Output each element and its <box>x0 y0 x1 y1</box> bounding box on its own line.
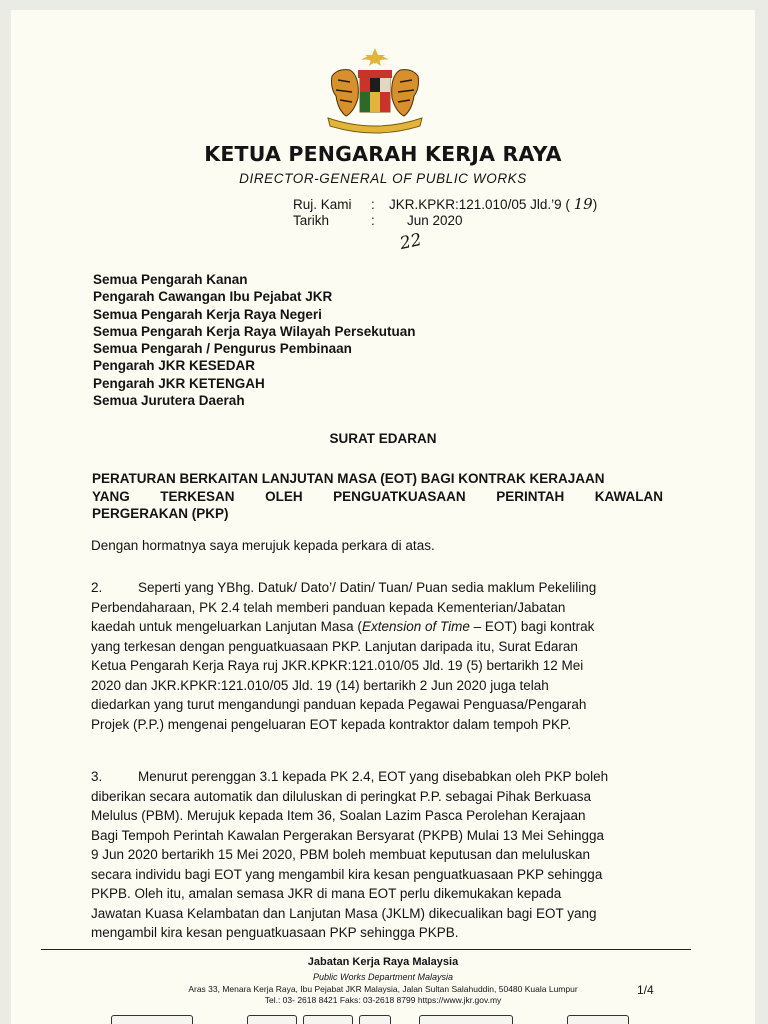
subject-word: KAWALAN <box>594 488 663 504</box>
recipient-item: Pengarah Cawangan Ibu Pejabat JKR <box>93 289 333 305</box>
paragraph-line: diedarkan yang turut mengandungi panduan kepada Pegawai Penguasa/Pengarah <box>91 697 587 712</box>
subject-word: PENGUATKUASAAN <box>333 488 466 504</box>
paragraph-line: diberikan secara automatik dan diluluskan di peringkat P.P. sebagai Pihak Berkuasa <box>91 788 592 804</box>
paragraph-line: Menurut perenggan 3.1 kepada PK 2.4, EOT yang disebabkan oleh PKP boleh <box>138 769 609 784</box>
footer-organisation: Jabatan Kerja Raya Malaysia <box>307 956 459 968</box>
recipient-item: Semua Pengarah Kanan <box>93 272 248 287</box>
letter-footer <box>11 956 755 1005</box>
recipient-list <box>93 271 416 409</box>
paragraph-number: 2. <box>91 580 103 595</box>
recipient-item: Semua Pengarah Kerja Raya Negeri <box>93 306 322 322</box>
circular-heading: SURAT EDARAN <box>329 431 437 446</box>
paragraph-emphasis: Extension of Time <box>361 619 470 634</box>
paragraph-line: 9 Jun 2020 bertarikh 15 Mei 2020, PBM boleh membuat keputusan dan meluluskan <box>91 847 591 862</box>
paragraph-2 <box>91 578 664 734</box>
subject-word: TERKESAN <box>160 488 235 504</box>
recipient-item: Pengarah JKR KESEDAR <box>93 358 256 374</box>
paragraph-line: 2020 dan JKR.KPKR:121.010/05 Jld. 19 (14) bertarikh 2 Jun 2020 juga telah <box>91 677 549 693</box>
footer-organisation-en: Public Works Department Malaysia <box>312 972 454 982</box>
paragraph-line: yang terkesan dengan penguatkuasaan PKP. Lanjutan daripada itu, Surat Edaran <box>91 638 578 654</box>
reference-close: ) <box>592 197 598 212</box>
subject-heading <box>92 470 663 523</box>
date-line: Tarikh : Jun 2020 <box>293 213 463 228</box>
certification-logos <box>11 1013 755 1024</box>
footer-contact: Tel.: 03- 2618 8421 Faks: 03-2618 8799 https://www.jkr.gov.my <box>264 995 502 1005</box>
recipient-item: Semua Jurutera Daerah <box>93 393 245 409</box>
opening-sentence <box>91 536 664 556</box>
recipient-item: Pengarah JKR KETENGAH <box>93 375 265 391</box>
paragraph-line: Perbendaharaan, PK 2.4 telah memberi panduan kepada Kementerian/Jabatan <box>91 599 566 615</box>
subject-word: PERINTAH <box>496 488 565 504</box>
paragraph-line <box>91 617 664 637</box>
paragraph-number: 3. <box>91 769 103 784</box>
footer-divider <box>41 949 691 950</box>
date-label: Tarikh <box>293 213 330 228</box>
paragraph-text: kaedah untuk mengeluarkan Lanjutan Masa ( <box>91 619 362 634</box>
handwritten-day: 22 <box>398 229 424 255</box>
date-value: Jun 2020 <box>407 213 463 228</box>
paragraph-line: PKPB. Oleh itu, amalan semasa JKR di mana EOT perlu dikemukakan kepada <box>91 886 562 901</box>
cert-logo-icon <box>419 1015 513 1024</box>
reference-line: Ruj. Kami : JKR.KPKR:121.010/05 Jld.’9 ( 19) <box>293 195 598 213</box>
letter-page <box>11 10 755 1024</box>
recipient-item: Semua Pengarah / Pengurus Pembinaan <box>93 341 352 357</box>
page-number: 1/4 <box>637 983 654 997</box>
paragraph-line: mengambil kira kesan penguatkuasaan PKP sehingga PKPB. <box>91 925 459 940</box>
paragraph-line: Bagi Tempoh Perintah Kawalan Pergerakan Bersyarat (PKPB) Mulai 13 Mei Sehingga <box>91 827 605 843</box>
cert-logo-icon <box>247 1015 297 1024</box>
paragraph-line: Jawatan Kuasa Kelambatan dan Lanjutan Masa (JKLM) dikecualikan bagi EOT yang <box>91 905 597 921</box>
cert-logo-icon <box>359 1015 391 1024</box>
paragraph-text: – EOT) bagi kontrak <box>469 619 595 634</box>
subject-line <box>92 488 663 506</box>
cert-logo-icon <box>567 1015 629 1024</box>
subject-line: PERATURAN BERKAITAN LANJUTAN MASA (EOT) BAGI KONTRAK KERAJAAN <box>92 471 605 486</box>
paragraph-line: Ketua Pengarah Kerja Raya ruj JKR.KPKR:121.010/05 Jld. 19 (5) bertarikh 12 Mei <box>91 658 584 673</box>
subject-word: OLEH <box>265 488 303 504</box>
paragraph-line: Seperti yang YBhg. Datuk/ Dato’/ Datin/ Tuan/ Puan sedia maklum Pekeliling <box>138 580 597 595</box>
opening-line: Dengan hormatnya saya merujuk kepada perkara di atas. <box>91 538 435 553</box>
recipient-item: Semua Pengarah Kerja Raya Wilayah Persekutuan <box>93 323 416 339</box>
page-title: KETUA PENGARAH KERJA RAYA <box>204 142 562 166</box>
footer-address: Aras 33, Menara Kerja Raya, Ibu Pejabat JKR Malaysia, Jalan Sultan Salahuddin, 50480 Kuala Lumpur <box>188 984 578 994</box>
paragraph-line: secara individu bagi EOT yang mengambil kira kesan penguatkuasaan PKP sehingga <box>91 866 603 882</box>
cert-logo-icon <box>111 1015 193 1024</box>
page-subtitle: DIRECTOR-GENERAL OF PUBLIC WORKS <box>239 171 527 186</box>
reference-value: JKR.KPKR:121.010/05 Jld.’9 ( <box>389 197 570 212</box>
paragraph-line: Melulus (PBM). Merujuk kepada Item 36, Soalan Lazim Pasca Perolehan Kerajaan <box>91 808 586 823</box>
paragraph-line: Projek (P.P.) mengenai pengeluaran EOT kepada kontraktor dalam tempoh PKP. <box>91 716 572 732</box>
coat-of-arms-emblem <box>320 46 430 134</box>
subject-line: PERGERAKAN (PKP) <box>92 506 229 521</box>
reference-handwritten-number: 19 <box>573 195 593 213</box>
subject-word: YANG <box>92 488 130 504</box>
cert-logo-icon <box>303 1015 353 1024</box>
paragraph-3 <box>91 767 664 943</box>
reference-label: Ruj. Kami <box>293 197 352 212</box>
